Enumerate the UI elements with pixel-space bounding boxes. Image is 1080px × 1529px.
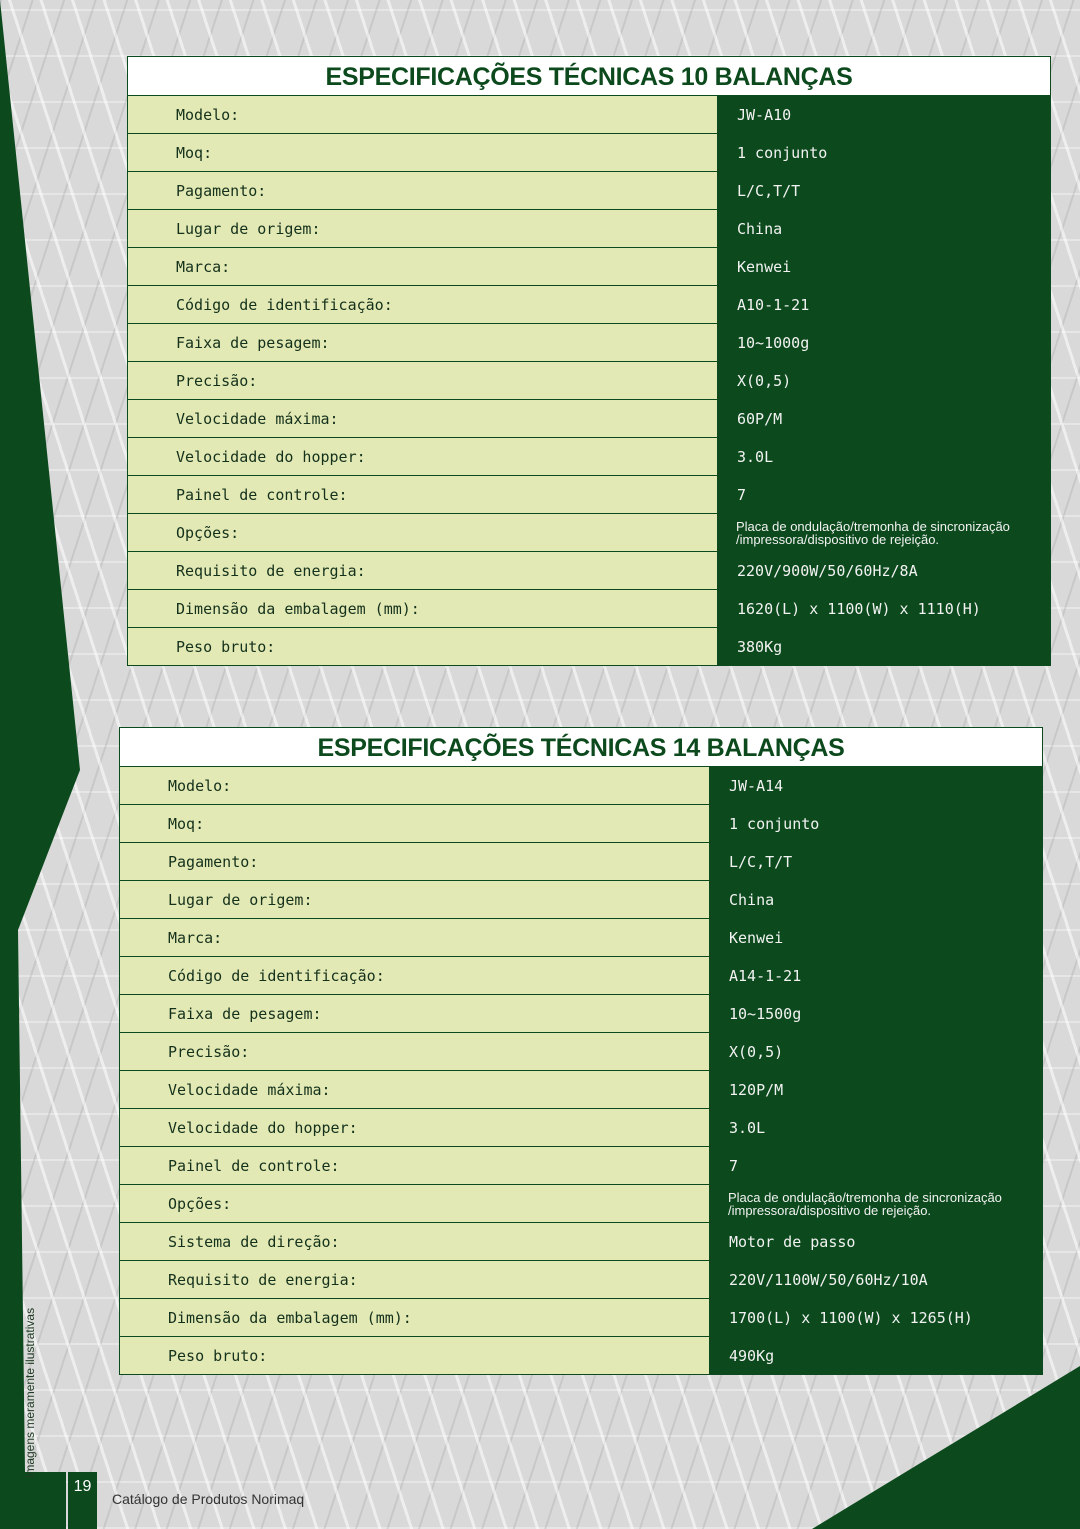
spec-value: A10-1-21 bbox=[718, 286, 1050, 323]
spec-row bbox=[120, 994, 1042, 1032]
spec-value: 1 conjunto bbox=[710, 805, 1042, 842]
spec-row bbox=[120, 880, 1042, 918]
spec-table-14-scales bbox=[119, 727, 1043, 1375]
spec-value: 3.0L bbox=[718, 438, 1050, 475]
spec-label: Lugar de origem: bbox=[120, 881, 710, 918]
spec-label: Peso bruto: bbox=[120, 1337, 710, 1374]
spec-row bbox=[120, 1222, 1042, 1260]
spec-value: China bbox=[710, 881, 1042, 918]
spec-value: JW-A14 bbox=[710, 767, 1042, 804]
spec-row bbox=[128, 627, 1050, 665]
spec-value: 3.0L bbox=[710, 1109, 1042, 1146]
spec-row bbox=[120, 1336, 1042, 1374]
spec-label: Moq: bbox=[120, 805, 710, 842]
spec-row bbox=[120, 842, 1042, 880]
spec-row bbox=[128, 475, 1050, 513]
spec-label: Precisão: bbox=[128, 362, 718, 399]
spec-value: 10~1000g bbox=[718, 324, 1050, 361]
spec-label: Sistema de direção: bbox=[120, 1223, 710, 1260]
spec-label: Precisão: bbox=[120, 1033, 710, 1070]
spec-value: Placa de ondulação/tremonha de sincronização /impressora/dispositivo de rejeição. bbox=[718, 514, 1050, 551]
spec-row bbox=[128, 209, 1050, 247]
spec-value: L/C,T/T bbox=[710, 843, 1042, 880]
spec-value: 220V/900W/50/60Hz/8A bbox=[718, 552, 1050, 589]
illustrative-images-caption: Imagens meramente ilustrativas bbox=[23, 1307, 37, 1478]
spec-row bbox=[120, 1032, 1042, 1070]
spec-row bbox=[120, 766, 1042, 804]
spec-label: Marca: bbox=[128, 248, 718, 285]
spec-value: 7 bbox=[710, 1147, 1042, 1184]
spec-value: 1 conjunto bbox=[718, 134, 1050, 171]
spec-label: Dimensão da embalagem (mm): bbox=[128, 590, 718, 627]
spec-value: 1620(L) x 1100(W) x 1110(H) bbox=[718, 590, 1050, 627]
spec-value: 380Kg bbox=[718, 628, 1050, 665]
spec-label: Velocidade do hopper: bbox=[120, 1109, 710, 1146]
spec-value: 7 bbox=[718, 476, 1050, 513]
spec-value: JW-A10 bbox=[718, 96, 1050, 133]
spec-label: Velocidade máxima: bbox=[128, 400, 718, 437]
spec-value: 10~1500g bbox=[710, 995, 1042, 1032]
spec-label: Velocidade máxima: bbox=[120, 1071, 710, 1108]
spec-table-10-scales bbox=[127, 56, 1051, 666]
spec-row bbox=[128, 513, 1050, 551]
spec-value: X(0,5) bbox=[718, 362, 1050, 399]
spec-value: China bbox=[718, 210, 1050, 247]
spec-row bbox=[128, 285, 1050, 323]
spec-row bbox=[120, 1070, 1042, 1108]
spec-label: Código de identificação: bbox=[128, 286, 718, 323]
spec-value: Kenwei bbox=[710, 919, 1042, 956]
spec-label: Opções: bbox=[128, 514, 718, 551]
spec-label: Marca: bbox=[120, 919, 710, 956]
spec-label: Faixa de pesagem: bbox=[120, 995, 710, 1032]
spec-label: Código de identificação: bbox=[120, 957, 710, 994]
spec-label: Modelo: bbox=[128, 96, 718, 133]
spec-row bbox=[120, 804, 1042, 842]
spec-label: Painel de controle: bbox=[120, 1147, 710, 1184]
spec-label: Modelo: bbox=[120, 767, 710, 804]
spec-row bbox=[120, 1184, 1042, 1222]
spec-row bbox=[120, 1146, 1042, 1184]
spec-label: Opções: bbox=[120, 1185, 710, 1222]
spec-table-title: ESPECIFICAÇÕES TÉCNICAS 10 BALANÇAS bbox=[128, 57, 1050, 95]
spec-label: Faixa de pesagem: bbox=[128, 324, 718, 361]
spec-value: 490Kg bbox=[710, 1337, 1042, 1374]
spec-value: 1700(L) x 1100(W) x 1265(H) bbox=[710, 1299, 1042, 1336]
spec-label: Moq: bbox=[128, 134, 718, 171]
spec-row bbox=[128, 323, 1050, 361]
spec-row bbox=[128, 551, 1050, 589]
spec-row bbox=[120, 956, 1042, 994]
spec-value: A14-1-21 bbox=[710, 957, 1042, 994]
spec-row bbox=[120, 1260, 1042, 1298]
spec-row bbox=[120, 1108, 1042, 1146]
spec-row bbox=[128, 133, 1050, 171]
spec-value: L/C,T/T bbox=[718, 172, 1050, 209]
spec-label: Painel de controle: bbox=[128, 476, 718, 513]
spec-label: Velocidade do hopper: bbox=[128, 438, 718, 475]
spec-row bbox=[128, 171, 1050, 209]
spec-value: 220V/1100W/50/60Hz/10A bbox=[710, 1261, 1042, 1298]
spec-label: Lugar de origem: bbox=[128, 210, 718, 247]
page-number: 19 bbox=[68, 1472, 97, 1529]
spec-label: Peso bruto: bbox=[128, 628, 718, 665]
spec-row bbox=[128, 247, 1050, 285]
spec-row bbox=[128, 589, 1050, 627]
spec-value: X(0,5) bbox=[710, 1033, 1042, 1070]
spec-table-title: ESPECIFICAÇÕES TÉCNICAS 14 BALANÇAS bbox=[120, 728, 1042, 766]
spec-value: Kenwei bbox=[718, 248, 1050, 285]
spec-label: Requisito de energia: bbox=[128, 552, 718, 589]
spec-value: Motor de passo bbox=[710, 1223, 1042, 1260]
spec-label: Dimensão da embalagem (mm): bbox=[120, 1299, 710, 1336]
spec-row bbox=[128, 437, 1050, 475]
spec-label: Pagamento: bbox=[128, 172, 718, 209]
spec-row bbox=[128, 399, 1050, 437]
spec-row bbox=[120, 1298, 1042, 1336]
spec-row bbox=[120, 918, 1042, 956]
spec-value: Placa de ondulação/tremonha de sincronização /impressora/dispositivo de rejeição. bbox=[710, 1185, 1042, 1222]
spec-value: 120P/M bbox=[710, 1071, 1042, 1108]
spec-value: 60P/M bbox=[718, 400, 1050, 437]
spec-label: Pagamento: bbox=[120, 843, 710, 880]
spec-row bbox=[128, 361, 1050, 399]
spec-row bbox=[128, 95, 1050, 133]
catalog-title: Catálogo de Produtos Norimaq bbox=[112, 1491, 305, 1507]
spec-label: Requisito de energia: bbox=[120, 1261, 710, 1298]
